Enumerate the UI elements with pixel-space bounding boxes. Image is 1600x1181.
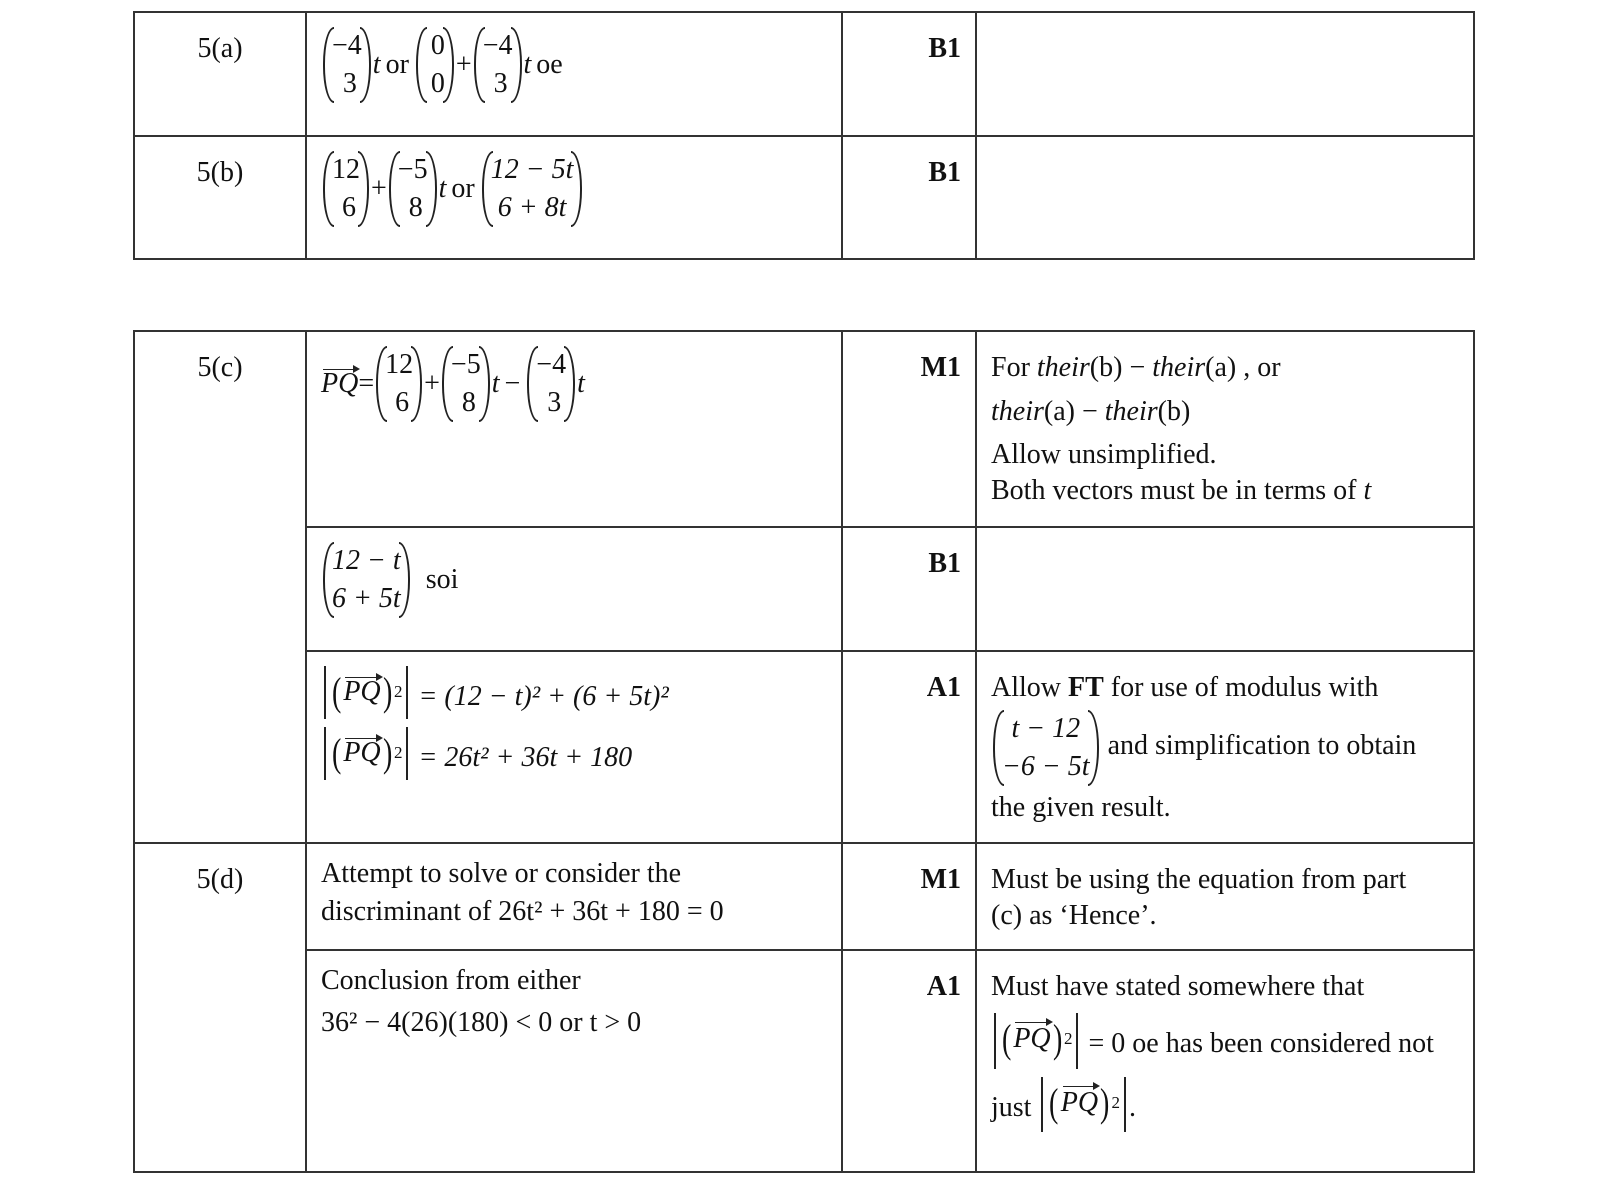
answer-line: ( PQ ) 2 = 26t² + 36t + 180 (321, 727, 827, 780)
mark-scheme-table-2 (133, 330, 1475, 1173)
answer-expression: −4 3 t or 0 0 + −4 3 t oe (321, 27, 568, 103)
guidance-line: (c) as ‘Hence’. (991, 900, 1157, 932)
vector: −5 8 (442, 346, 490, 422)
answer-line: Conclusion from either (321, 965, 581, 996)
question-number: 5(b) (134, 136, 306, 259)
vector: −4 3 (323, 27, 371, 103)
answer-cell (306, 527, 842, 651)
guidance-line: Must have stated somewhere that (991, 971, 1365, 1002)
vector: −4 3 (474, 27, 522, 103)
answer-cell (306, 136, 842, 259)
answer-line: discriminant of 26t² + 36t + 180 = 0 (321, 896, 724, 927)
vector: 12 6 (323, 151, 369, 227)
answer-cell (306, 843, 842, 950)
mark-label: A1 (842, 950, 976, 1172)
guidance-line: Allow FT for use of modulus with (991, 672, 1379, 703)
row-5d-a1 (134, 950, 1474, 1172)
guidance-cell (976, 651, 1474, 843)
row-5c-b1 (134, 527, 1474, 651)
answer-cell (306, 950, 842, 1172)
answer-line: 36² − 4(26)(180) < 0 or t > 0 (321, 1007, 642, 1038)
vector: −5 8 (389, 151, 437, 227)
row-5a (134, 12, 1474, 136)
question-number: 5(c) (134, 331, 306, 843)
mark-label: B1 (842, 527, 976, 651)
guidance-cell (976, 12, 1474, 136)
guidance-line: t − 12 −6 − 5t and simplification to obtain (991, 710, 1461, 786)
answer-cell (306, 12, 842, 136)
answer-expression: PQ = 12 6 + −5 8 t − −4 3 t (321, 346, 585, 422)
row-5c-m1 (134, 331, 1474, 527)
guidance-line: Allow unsimplified. (991, 438, 1217, 470)
modulus: ( PQ ) 2 (1041, 1077, 1125, 1132)
vector: 12 − t 6 + 5t (323, 542, 410, 618)
answer-expression: 12 6 + −5 8 t or 12 − 5t 6 + 8t (321, 151, 584, 227)
answer-line: ( PQ ) 2 = (12 − t)² + (6 + 5t)² (321, 666, 827, 719)
vector: t − 12 −6 − 5t (993, 710, 1099, 786)
mark-label: M1 (842, 843, 976, 950)
vector: −4 3 (527, 346, 575, 422)
guidance-line: the given result. (991, 791, 1171, 823)
question-number: 5(d) (134, 843, 306, 1172)
guidance-cell (976, 136, 1474, 259)
row-5c-a1 (134, 651, 1474, 843)
modulus: ( PQ ) 2 (324, 727, 408, 780)
vector: 0 0 (416, 27, 454, 103)
guidance-line: Both vectors must be in terms of t (991, 475, 1372, 507)
guidance-line: their(a) − their(b) (991, 396, 1191, 428)
vector-pq: PQ (321, 367, 359, 399)
question-number: 5(a) (134, 12, 306, 136)
mark-scheme-table-1 (133, 11, 1475, 260)
vector: 12 − 5t 6 + 8t (482, 151, 583, 227)
modulus: ( PQ ) 2 (324, 666, 408, 719)
mark-label: A1 (842, 651, 976, 843)
modulus: ( PQ ) 2 (994, 1013, 1078, 1068)
row-5b (134, 136, 1474, 259)
mark-label: B1 (842, 12, 976, 136)
guidance-cell (976, 950, 1474, 1172)
guidance-line: For their(b) − their(a) , or (991, 352, 1281, 383)
vector: 12 6 (376, 346, 422, 422)
guidance-cell (976, 843, 1474, 950)
answer-cell (306, 331, 842, 527)
answer-line: Attempt to solve or consider the (321, 858, 682, 889)
guidance-cell (976, 331, 1474, 527)
guidance-line: Must be using the equation from part (991, 864, 1407, 895)
guidance-line: ( PQ ) 2 = 0 oe has been considered not (991, 1013, 1461, 1068)
answer-expression: 12 − t 6 + 5t soi (321, 542, 463, 618)
guidance-line: just ( PQ ) 2 . (991, 1077, 1461, 1132)
guidance-cell (976, 527, 1474, 651)
row-5d-m1 (134, 843, 1474, 950)
mark-label: B1 (842, 136, 976, 259)
answer-cell (306, 651, 842, 843)
mark-label: M1 (842, 331, 976, 527)
